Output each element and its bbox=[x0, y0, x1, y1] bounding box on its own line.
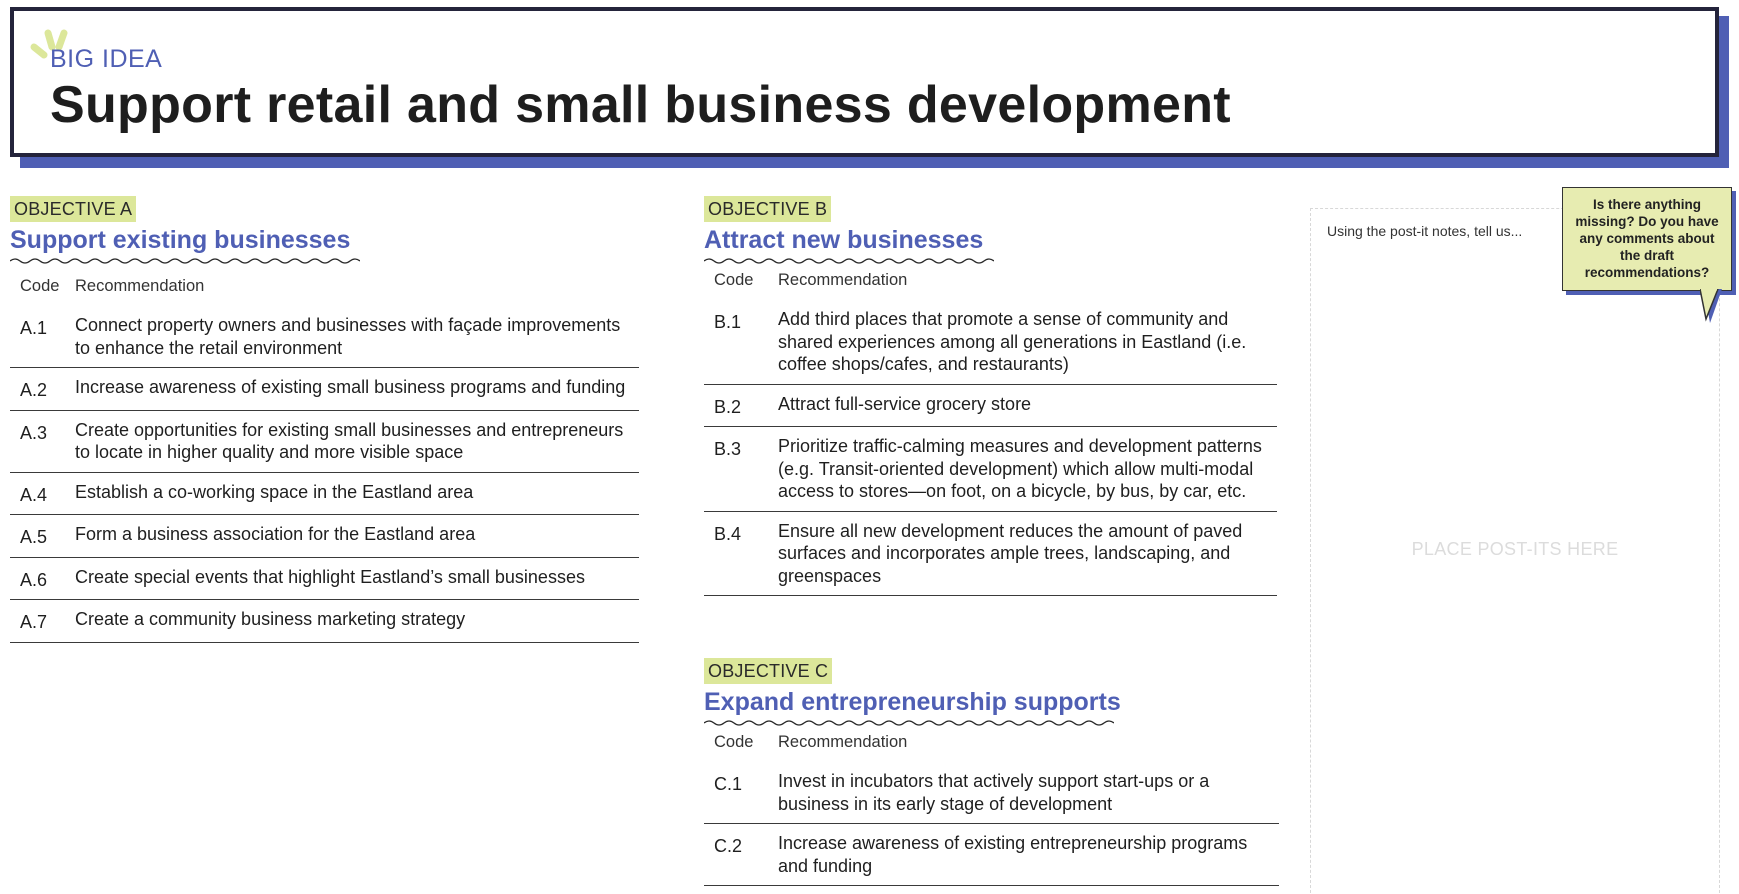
column-header-recommendation: Recommendation bbox=[778, 271, 908, 289]
page-title: Support retail and small business development bbox=[50, 76, 1231, 134]
row-recommendation: Ensure all new development reduces the amount of paved surfaces and incorporates ample trees, landscaping, and greenspaces bbox=[778, 511, 1277, 596]
row-recommendation: Connect property owners and businesses with façade improvements to enhance the retail environment bbox=[75, 306, 639, 368]
row-recommendation: Establish a co-working space in the Eastland area bbox=[75, 472, 639, 515]
squiggle-underline bbox=[704, 257, 994, 265]
table-row bbox=[704, 300, 1277, 384]
objective-c-table bbox=[704, 727, 1279, 886]
row-recommendation: Add third places that promote a sense of community and shared experiences among all generations in Eastland (i.e. coffee shops/cafes, and restaurants) bbox=[778, 300, 1277, 384]
row-recommendation: Increase awareness of existing small business programs and funding bbox=[75, 368, 639, 411]
row-recommendation: Create special events that highlight Eastland’s small businesses bbox=[75, 557, 639, 600]
objective-a-tag: OBJECTIVE A bbox=[10, 196, 136, 222]
row-code: B.3 bbox=[704, 427, 778, 512]
table-row bbox=[10, 557, 639, 600]
table-row bbox=[704, 824, 1279, 886]
row-code: C.2 bbox=[704, 824, 778, 886]
squiggle-underline bbox=[10, 257, 360, 265]
objective-a bbox=[10, 196, 639, 643]
row-code: B.2 bbox=[704, 384, 778, 427]
row-code: B.1 bbox=[704, 300, 778, 384]
table-row bbox=[10, 410, 639, 472]
row-code: A.2 bbox=[10, 368, 75, 411]
table-row bbox=[10, 515, 639, 558]
table-row bbox=[10, 306, 639, 368]
row-code: A.5 bbox=[10, 515, 75, 558]
objective-b-title: Attract new businesses bbox=[704, 226, 984, 254]
row-recommendation: Create opportunities for existing small businesses and entrepreneurs to locate in higher quality and more visible space bbox=[75, 410, 639, 472]
postit-prompt: Using the post-it notes, tell us... bbox=[1327, 223, 1523, 239]
objective-a-table bbox=[10, 271, 639, 643]
bubble-question: Is there anything missing? Do you have any comments about the draft recommendations? bbox=[1562, 187, 1732, 291]
objective-c-tag: OBJECTIVE C bbox=[704, 658, 832, 684]
objective-a-title: Support existing businesses bbox=[10, 226, 351, 254]
row-recommendation: Prioritize traffic-calming measures and development patterns (e.g. Transit-oriented development) which allow multi-modal access to stores—on foot, on a bicycle, by bus, by car, etc. bbox=[778, 427, 1277, 512]
table-row bbox=[10, 472, 639, 515]
table-row bbox=[10, 600, 639, 643]
big-idea-label: BIG IDEA bbox=[50, 45, 163, 73]
squiggle-underline bbox=[704, 719, 1114, 727]
column-header-recommendation: Recommendation bbox=[75, 277, 205, 295]
postit-placeholder: PLACE POST-ITS HERE bbox=[1411, 539, 1619, 559]
row-recommendation: Create a community business marketing strategy bbox=[75, 600, 639, 643]
table-row bbox=[704, 511, 1277, 596]
row-code: B.4 bbox=[704, 511, 778, 596]
objective-c-title: Expand entrepreneurship supports bbox=[704, 688, 1121, 716]
speech-bubble bbox=[1562, 187, 1737, 327]
row-recommendation: Invest in incubators that actively support start-ups or a business in its early stage of development bbox=[778, 762, 1279, 824]
table-row bbox=[704, 762, 1279, 824]
table-row bbox=[704, 427, 1277, 512]
row-code: A.7 bbox=[10, 600, 75, 643]
row-code: C.1 bbox=[704, 762, 778, 824]
objective-b-table bbox=[704, 265, 1277, 596]
table-row bbox=[10, 368, 639, 411]
objective-c bbox=[704, 658, 1279, 886]
row-code: A.4 bbox=[10, 472, 75, 515]
objective-b bbox=[704, 196, 1277, 596]
row-recommendation: Form a business association for the Eastland area bbox=[75, 515, 639, 558]
row-recommendation: Increase awareness of existing entrepreneurship programs and funding bbox=[778, 824, 1279, 886]
column-header-code: Code bbox=[714, 271, 754, 289]
row-code: A.1 bbox=[10, 306, 75, 368]
objective-b-tag: OBJECTIVE B bbox=[704, 196, 831, 222]
table-row bbox=[704, 384, 1277, 427]
column-header-recommendation: Recommendation bbox=[778, 733, 908, 751]
row-recommendation: Attract full-service grocery store bbox=[778, 384, 1277, 427]
row-code: A.6 bbox=[10, 557, 75, 600]
row-code: A.3 bbox=[10, 410, 75, 472]
big-idea-header bbox=[10, 7, 1719, 157]
column-header-code: Code bbox=[20, 277, 60, 295]
column-header-code: Code bbox=[714, 733, 754, 751]
speech-tail-icon bbox=[1700, 289, 1730, 325]
